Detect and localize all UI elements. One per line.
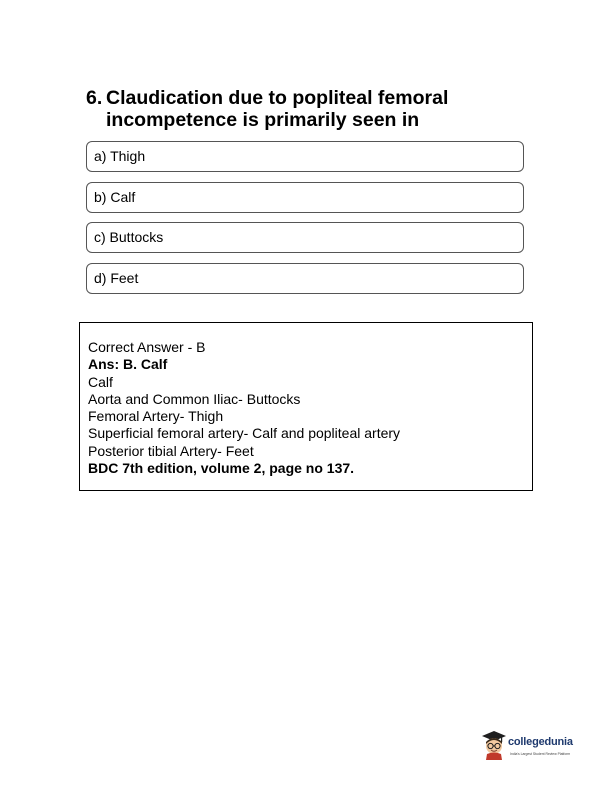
answer-line: Ans: B. Calf xyxy=(88,356,168,373)
correct-answer-line: Correct Answer - B xyxy=(88,339,206,355)
explanation-line: Superficial femoral artery- Calf and popliteal artery xyxy=(88,425,401,442)
brand-tagline: India's Largest Student Review Platform xyxy=(510,752,571,756)
question-heading xyxy=(86,87,526,131)
explanation-line: Posterior tibial Artery- Feet xyxy=(88,442,254,459)
question-text-line2: incompetence is primarily seen in xyxy=(106,109,420,131)
option-a[interactable]: a) Thigh xyxy=(86,141,524,172)
option-b[interactable]: b) Calf xyxy=(86,182,524,213)
explanation-line: Aorta and Common Iliac- Buttocks xyxy=(88,390,301,407)
option-c[interactable]: c) Buttocks xyxy=(86,222,524,253)
collegedunia-logo xyxy=(481,728,585,764)
brand-name: collegedunia xyxy=(508,736,573,748)
option-d[interactable]: d) Feet xyxy=(86,263,524,294)
explanation-line: Calf xyxy=(88,373,113,390)
reference-line: BDC 7th edition, volume 2, page no 137. xyxy=(88,460,355,477)
explanation-line: Femoral Artery- Thigh xyxy=(88,408,224,425)
question-number: 6. xyxy=(86,87,103,109)
graduate-mascot-icon xyxy=(481,730,507,760)
answer-explanation-box xyxy=(79,322,533,491)
question-text-line1: Claudication due to popliteal femoral xyxy=(106,87,449,109)
